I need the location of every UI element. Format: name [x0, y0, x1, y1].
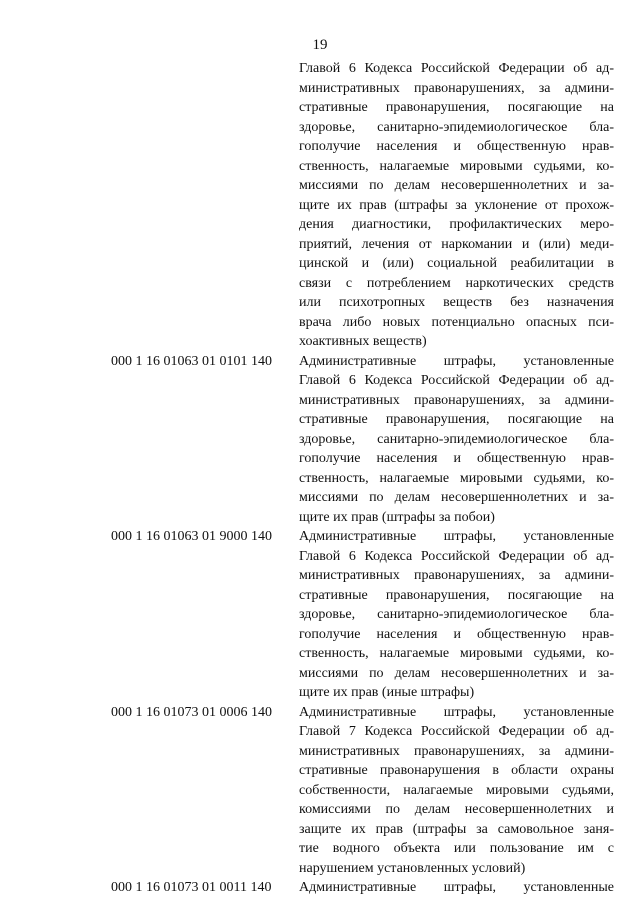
description-line: Главой 6 Кодекса Российской Федерации об ад- — [299, 373, 614, 388]
description-line: стративные правонарушения в области охраны — [299, 763, 614, 778]
budget-code: 000 1 16 01073 01 0011 140 — [111, 880, 272, 895]
budget-code-table — [0, 59, 640, 898]
description-line: щите их прав (штрафы за побои) — [299, 509, 495, 525]
description-line: здоровье, санитарно-эпидемиологическое бла- — [299, 607, 614, 622]
description-line: миссиями по делам несовершеннолетних и за- — [299, 178, 614, 193]
description-line: министративных правонарушениях, за админи- — [299, 392, 614, 408]
description-line: Административные штрафы, установленные — [299, 353, 614, 369]
description-line: Главой 6 Кодекса Российской Федерации об ад- — [299, 548, 614, 564]
description-line: или психотропных веществ без назначения — [299, 295, 614, 310]
table-row — [0, 59, 640, 352]
description-line: собственности, налагаемые мировыми судьями, — [299, 782, 614, 798]
description-line: министративных правонарушениях, за админи- — [299, 568, 614, 583]
description-line: Административные штрафы, установленные — [299, 529, 614, 544]
description-line: щите их прав (иные штрафы) — [299, 685, 475, 700]
description-line: Административные штрафы, установленные — [299, 704, 614, 720]
description-line: цинской и (или) социальной реабилитации в — [299, 256, 614, 271]
budget-code: 000 1 16 01073 01 0006 140 — [111, 704, 272, 720]
table-row — [0, 352, 640, 528]
code-description — [299, 59, 614, 352]
table-row — [0, 878, 640, 898]
description-line: приятий, лечения от наркомании и (или) меди- — [299, 236, 614, 252]
description-line: миссиями по делам несовершеннолетних и за- — [299, 490, 614, 505]
description-line: Административные штрафы, установленные — [299, 880, 614, 895]
description-line: здоровье, санитарно-эпидемиологическое бла- — [299, 431, 614, 447]
description-line: стративные правонарушения, посягающие на — [299, 412, 614, 427]
code-description — [299, 878, 614, 898]
description-line: гополучие населения и общественную нрав- — [299, 139, 614, 154]
description-line: Главой 7 Кодекса Российской Федерации об ад- — [299, 724, 614, 739]
table-row — [0, 527, 640, 703]
budget-code: 000 1 16 01063 01 0101 140 — [111, 353, 272, 369]
description-line: гополучие населения и общественную нрав- — [299, 626, 614, 642]
table-row — [0, 703, 640, 879]
code-description — [299, 703, 614, 879]
description-line: стративные правонарушения, посягающие на — [299, 100, 614, 115]
description-line: здоровье, санитарно-эпидемиологическое бла- — [299, 119, 614, 135]
description-line: стративные правонарушения, посягающие на — [299, 587, 614, 603]
description-line: ственность, налагаемые мировыми судьями, ко- — [299, 470, 614, 486]
description-line: ственность, налагаемые мировыми судьями, ко- — [299, 646, 614, 661]
budget-code: 000 1 16 01063 01 9000 140 — [111, 529, 272, 544]
description-line: дения диагностики, профилактических меро- — [299, 217, 614, 232]
description-line: врача либо новых потенциально опасных пси- — [299, 314, 614, 330]
description-line: нарушением установленных условий) — [299, 860, 526, 876]
description-line: министративных правонарушениях, за админи- — [299, 80, 614, 96]
description-line: защите их прав (штрафы за самовольное заня- — [299, 821, 614, 837]
description-line: комиссиями по делам несовершеннолетних и — [299, 802, 614, 817]
page-number: 19 — [312, 37, 328, 53]
description-line: тие водного объекта или пользование им с — [299, 841, 614, 856]
code-description — [299, 527, 614, 703]
description-line: связи с потреблением наркотических средств — [299, 275, 614, 291]
code-description — [299, 352, 614, 528]
description-line: хоактивных веществ) — [299, 334, 427, 349]
description-line: Главой 6 Кодекса Российской Федерации об ад- — [299, 61, 614, 76]
description-line: ственность, налагаемые мировыми судьями, ко- — [299, 158, 614, 174]
description-line: министративных правонарушениях, за админи- — [299, 743, 614, 759]
description-line: гополучие населения и общественную нрав- — [299, 451, 614, 466]
description-line: щите их прав (штрафы за уклонение от прохож- — [299, 197, 614, 213]
description-line: миссиями по делам несовершеннолетних и за- — [299, 665, 614, 681]
